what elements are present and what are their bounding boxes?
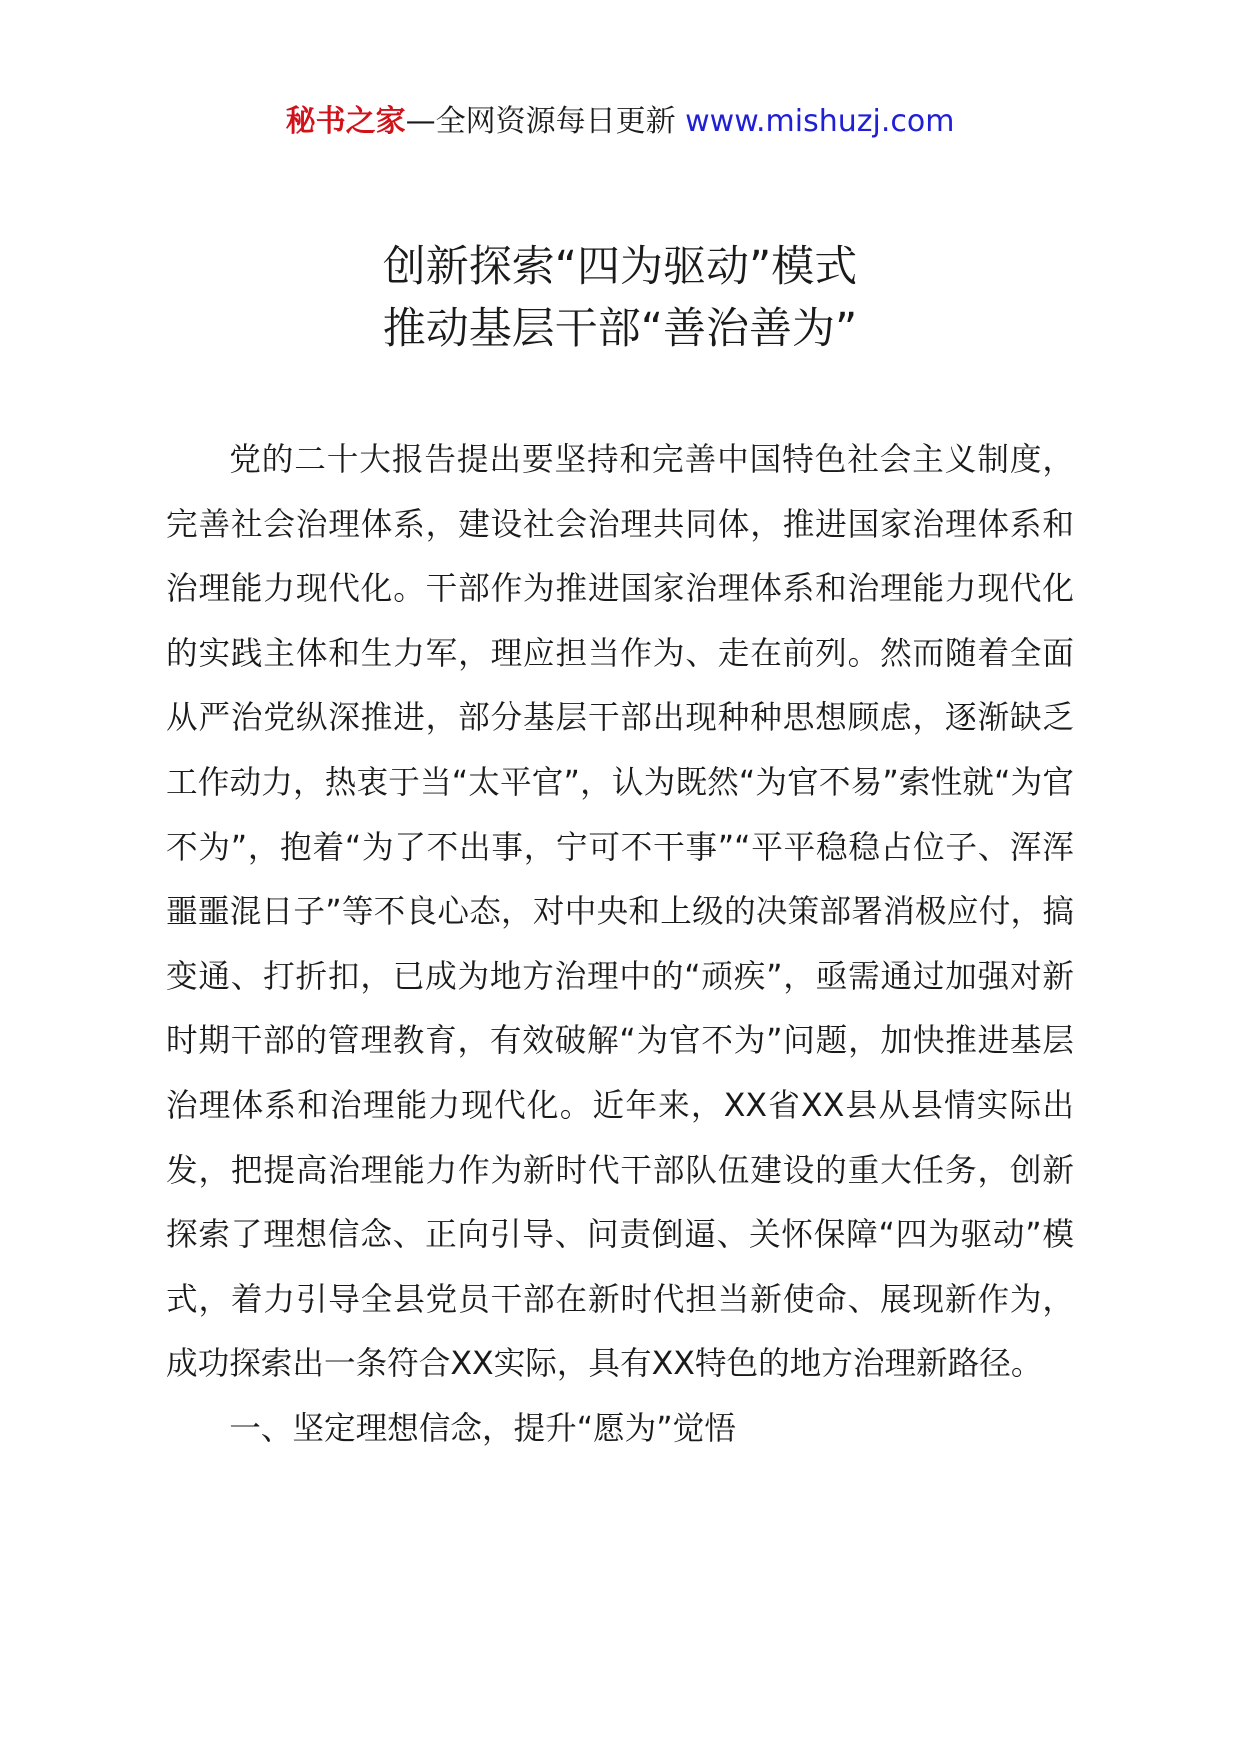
brand-name: 秘书之家 <box>285 104 406 139</box>
intro-paragraph: 党的二十大报告提出要坚持和完善中国特色社会主义制度，完善社会治理体系，建设社会治理共同体，推进国家治理体系和治理能力现代化。干部作为推进国家治理体系和治理能力现代化的实践主体和生力军，理应担当作为、走在前列。然而随着全面从严治党纵深推进，部分基层干部出现种种思想顾虑，逐渐缺乏工作动力，热衷于当“太平官”，认为既然“为官不易”索性就“为官不为”，抱着“为了不出事，宁可不干事”“平平稳稳占位子、浑浑噩噩混日子”等不良心态，对中央和上级的决策部署消极应付，搞变通、打折扣，已成为地方治理中的“顽疾”，亟需通过加强对新时期干部的管理教育，有效破解“为官不为”问题，加快推进基层治理体系和治理能力现代化。近年来，XX省XX县从县情实际出发，把提高治理能力作为新时代干部队伍建设的重大任务，创新探索了理想信念、正向引导、问责倒逼、关怀保障“四为驱动”模式，着力引导全县党员干部在新时代担当新使命、展现新作为，成功探索出一条符合XX实际，具有XX特色的地方治理新路径。 <box>166 442 1074 1383</box>
document-title <box>0 236 1240 360</box>
section-heading-1: 一、坚定理想信念，提升“愿为”觉悟 <box>229 1410 736 1447</box>
document-body <box>166 428 1074 1462</box>
title-line-1: 创新探索“四为驱动”模式 <box>382 242 858 292</box>
title-line-2: 推动基层干部“善治善为” <box>382 304 858 354</box>
site-header-banner <box>0 100 1240 144</box>
site-url-link[interactable]: www.mishuzj.com <box>685 104 955 139</box>
header-tagline: —全网资源每日更新 <box>405 104 686 139</box>
